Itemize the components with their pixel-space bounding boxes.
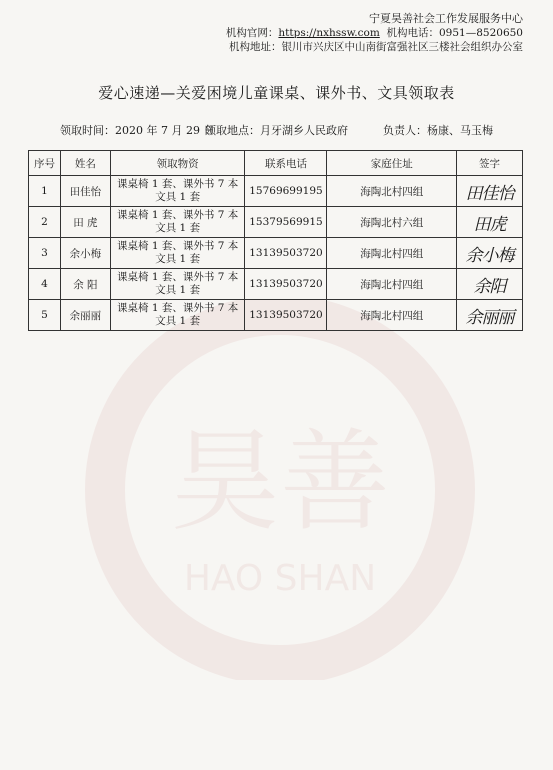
header-name: 姓名 — [60, 151, 110, 176]
pickup-table — [28, 150, 523, 331]
meta-line — [60, 122, 530, 138]
table-row — [29, 176, 523, 207]
row-phone: 13139503720 — [245, 300, 327, 331]
header-signature: 签字 — [457, 151, 523, 176]
watermark-subtext: HAO SHAN — [183, 558, 377, 599]
org-address: 机构地址：银川市兴庆区中山南街富强社区三楼社会组织办公室 — [229, 41, 523, 53]
row-no: 2 — [29, 207, 61, 238]
row-phone: 15379569915 — [245, 207, 327, 238]
row-signature: 余丽丽 — [457, 300, 523, 331]
table-row — [29, 238, 523, 269]
row-address: 海陶北村四组 — [327, 300, 457, 331]
row-address: 海陶北村六组 — [327, 207, 457, 238]
row-no: 4 — [29, 269, 61, 300]
row-phone: 13139503720 — [245, 238, 327, 269]
document-title: 爱心速递—关爱困境儿童课桌、课外书、文具领取表 — [98, 84, 455, 102]
row-name: 田 虎 — [60, 207, 110, 238]
row-phone: 13139503720 — [245, 269, 327, 300]
website-label: 机构官网： — [225, 27, 279, 39]
org-contact-line — [226, 26, 523, 40]
table-header-row — [29, 151, 523, 176]
row-name: 余 阳 — [60, 269, 110, 300]
row-items: 课桌椅 1 套、课外书 7 本 文具 1 套 — [110, 269, 245, 300]
header-no: 序号 — [29, 151, 61, 176]
row-items: 课桌椅 1 套、课外书 7 本 文具 1 套 — [110, 207, 245, 238]
row-name: 余丽丽 — [60, 300, 110, 331]
table-row — [29, 300, 523, 331]
row-items: 课桌椅 1 套、课外书 7 本 文具 1 套 — [110, 238, 245, 269]
row-address: 海陶北村四组 — [327, 176, 457, 207]
row-items: 课桌椅 1 套、课外书 7 本 文具 1 套 — [110, 176, 245, 207]
header-items: 领取物资 — [110, 151, 245, 176]
phone-label: 机构电话： — [386, 27, 439, 39]
org-name: 宁夏昊善社会工作发展服务中心 — [369, 12, 523, 25]
watermark-text: 昊善 — [170, 418, 390, 546]
org-phone: 0951—8520650 — [439, 27, 523, 39]
row-no: 1 — [29, 176, 61, 207]
row-items: 课桌椅 1 套、课外书 7 本 文具 1 套 — [110, 300, 245, 331]
row-signature: 田佳怡 — [457, 176, 523, 207]
row-no: 3 — [29, 238, 61, 269]
logo-watermark-icon — [80, 300, 480, 680]
row-signature: 余小梅 — [457, 238, 523, 269]
website-link[interactable]: https://nxhssw.com — [278, 27, 380, 39]
table-row — [29, 207, 523, 238]
header-address: 家庭住址 — [327, 151, 457, 176]
org-header — [226, 12, 523, 54]
row-signature: 田虎 — [457, 207, 523, 238]
responsible-persons: 负责人：杨康、马玉梅 — [383, 124, 493, 137]
pickup-location: 领取地点：月牙湖乡人民政府 — [205, 124, 348, 137]
table-row — [29, 269, 523, 300]
row-phone: 15769699195 — [245, 176, 327, 207]
row-signature: 余阳 — [457, 269, 523, 300]
header-phone: 联系电话 — [245, 151, 327, 176]
row-address: 海陶北村四组 — [327, 238, 457, 269]
row-no: 5 — [29, 300, 61, 331]
row-address: 海陶北村四组 — [327, 269, 457, 300]
row-name: 田佳怡 — [60, 176, 110, 207]
row-name: 余小梅 — [60, 238, 110, 269]
pickup-time: 领取时间：2020 年 7 月 29 日 — [60, 124, 215, 137]
